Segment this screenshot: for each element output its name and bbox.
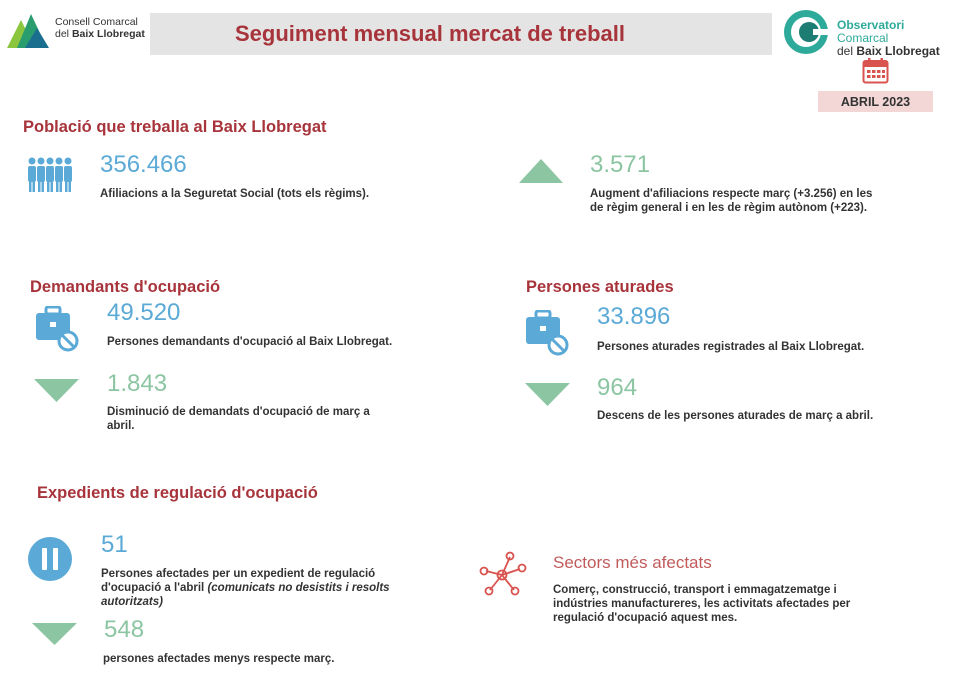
logo-left-prefix: del bbox=[55, 28, 72, 40]
sectors-desc-line2: indústries manufactureres, les activitats afectades per bbox=[553, 598, 851, 610]
demandants-decrease-line1: Disminució de demandats d'ocupació de març a bbox=[107, 406, 370, 418]
consell-comarcal-logo bbox=[5, 10, 145, 52]
demandants-decrease-line2: abril. bbox=[107, 420, 135, 432]
briefcase-no-icon bbox=[35, 306, 79, 352]
increase-desc-line2: de règim general i en les de règim autònom (+223). bbox=[590, 202, 868, 214]
erto-desc-line2-italic: (comunicats no desistits i resolts bbox=[207, 582, 390, 594]
demandants-desc: Persones demandants d'ocupació al Baix Llobregat. bbox=[107, 336, 393, 348]
sectors-title: Sectors més afectats bbox=[553, 553, 712, 572]
logo-right-bold: Observatori bbox=[837, 18, 905, 32]
poblacio-title: Població que treballa al Baix Llobregat bbox=[23, 118, 327, 136]
erto-value: 51 bbox=[101, 531, 128, 558]
triangle-down-icon bbox=[31, 622, 78, 646]
pause-circle-icon bbox=[27, 536, 73, 582]
aturades-decrease-desc: Descens de les persones aturades de març a abril. bbox=[597, 410, 874, 422]
network-nodes-icon bbox=[478, 550, 528, 596]
erto-decrease-desc: persones afectades menys respecte març. bbox=[103, 653, 335, 665]
erto-desc-line1: Persones afectades per un expedient de regulació bbox=[101, 568, 376, 580]
affiliations-desc: Afiliacions a la Seguretat Social (tots els règims). bbox=[100, 188, 370, 200]
triangle-up-icon bbox=[518, 158, 564, 184]
logo-left-name: Baix Llobregat bbox=[71, 28, 145, 40]
demandants-decrease-value: 1.843 bbox=[107, 370, 168, 397]
observatori-logo bbox=[783, 9, 955, 58]
demandants-value: 49.520 bbox=[107, 299, 181, 326]
logo-right-name: Baix Llobregat bbox=[856, 44, 940, 58]
page-title: Seguiment mensual mercat de treball bbox=[235, 21, 626, 46]
sectors-desc-line1: Comerç, construcció, transport i emmagatzematge i bbox=[553, 584, 837, 596]
title-bar bbox=[150, 13, 772, 55]
erto-desc-line2: d'ocupació a l'abril bbox=[101, 582, 208, 594]
demandants-title: Demandants d'ocupació bbox=[30, 278, 221, 296]
aturades-desc: Persones aturades registrades al Baix Llobregat. bbox=[597, 341, 865, 353]
triangle-down-icon bbox=[33, 378, 80, 403]
triangle-down-icon bbox=[524, 382, 571, 407]
observatori-logo-icon bbox=[783, 9, 829, 55]
logo-left-line1: Consell Comarcal bbox=[55, 16, 138, 28]
demandants-decrease-desc bbox=[107, 405, 427, 433]
aturades-title: Persones aturades bbox=[526, 278, 674, 296]
aturades-decrease-value: 964 bbox=[597, 374, 638, 401]
increase-desc bbox=[590, 187, 920, 215]
aturades-value: 33.896 bbox=[597, 303, 671, 330]
calendar-icon bbox=[862, 57, 889, 84]
affiliations-value: 356.466 bbox=[100, 151, 187, 178]
logo-right-prefix: del bbox=[837, 44, 857, 58]
erto-decrease-value: 548 bbox=[104, 616, 145, 643]
briefcase-no-icon bbox=[525, 310, 569, 356]
erto-title: Expedients de regulació d'ocupació bbox=[37, 484, 318, 502]
date-badge: ABRIL 2023 bbox=[818, 91, 933, 112]
logo-right-rest: Comarcal bbox=[837, 31, 889, 45]
sectors-desc bbox=[553, 583, 913, 625]
mountains-logo-icon bbox=[5, 10, 51, 52]
sectors-desc-line3: regulació d'ocupació aquest mes. bbox=[553, 612, 738, 624]
people-group-icon bbox=[27, 157, 73, 195]
increase-desc-line1: Augment d'afiliacions respecte març (+3.256) en les bbox=[590, 188, 873, 200]
increase-value: 3.571 bbox=[590, 151, 651, 178]
erto-desc bbox=[101, 567, 431, 609]
erto-desc-line3-italic: autoritzats) bbox=[101, 596, 163, 608]
